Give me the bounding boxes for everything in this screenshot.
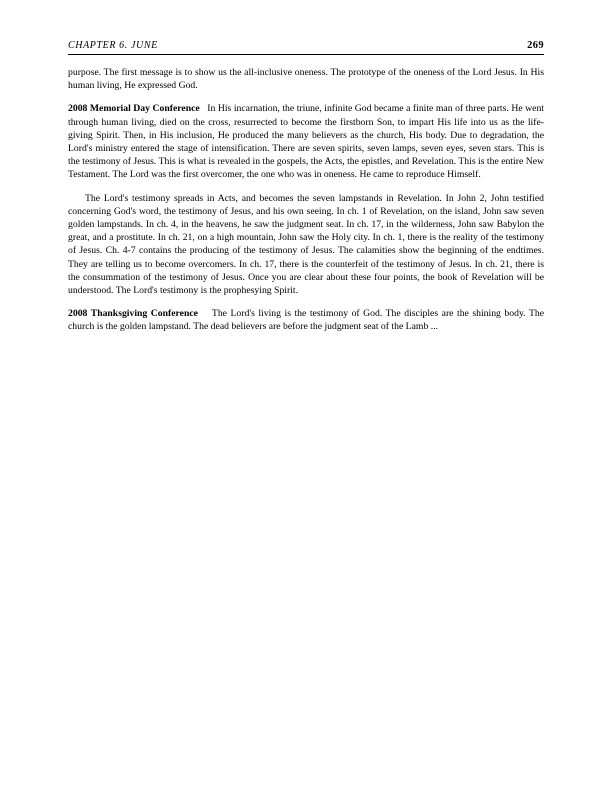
- page-content: [68, 40, 544, 334]
- paragraph-runin-heading: 2008 Memorial Day Conference: [68, 103, 200, 115]
- paragraph-spacer: [68, 297, 544, 307]
- running-head: [68, 40, 544, 51]
- paragraph-text: purpose. The first message is to show us the all-inclusive oneness. The prototype of the oneness of the Lord Jesus. In His human living, He expressed God.: [68, 67, 544, 92]
- paragraph-memorial-day: [68, 102, 544, 181]
- paragraph-continued: [68, 66, 544, 92]
- paragraph-thanksgiving: [68, 307, 544, 333]
- paragraph-runin-heading: 2008 Thanksgiving Conference: [68, 308, 198, 320]
- header-rule: [68, 54, 544, 55]
- paragraph-text: The Lord's testimony spreads in Acts, and becomes the seven lampstands in Revelation. In John 2, John testified concerning God's word, the testimony of Jesus, and his own seeing. In ch. 1 of Revelation, on the island, John saw seven golden lampstands. In ch. 4, in the heavens, he saw the judgment seat. In ch. 17, in the wilderness, John saw Babylon the great, and a prostitute. In ch. 21, on a high mountain, John saw the Holy city. In ch. 1, there is the reality of the testimony of Jesus. Ch. 4-7 contains the producing of the testimony of Jesus. The calamities show the beginning of the endtimes. They are telling us to become overcomers. In ch. 17, there is the counterfeit of the testimony of Jesus. In ch. 21, there is the consummation of the testimony of Jesus. Once you are clear about these four points, the book of Revelation will be understood. The Lord's testimony is the prophesying Spirit.: [68, 192, 544, 297]
- paragraph-text: The Lord's living is the testimony of God. The disciples are the shining body. The church is the golden lampstand. The dead believers are before the judgment seat of the Lamb ...: [68, 308, 545, 333]
- page-number: 269: [527, 40, 544, 51]
- paragraph-text: In His incarnation, the triune, infinite God became a finite man of three parts. He went through human living, died on the cross, resurrected to become the firstborn Son, to impart His life into us as the life-giving Spirit. Then, in His inclusion, He produced the many believers as the church, His body. Due to degradation, the Lord's ministry entered the stage of intensification. There are seven spirits, seven lamps, seven eyes, seven stars. This is the testimony of Jesus. This is what is revealed in the gospels, the Acts, the epistles, and Revelation. This is the entire New Testament. The Lord was the first overcomer, the one who was in oneness. He came to reproduce Himself.: [68, 103, 544, 181]
- paragraph-testimony-spreads: [68, 192, 544, 298]
- chapter-title: CHAPTER 6. JUNE: [68, 40, 158, 51]
- paragraph-spacer: [68, 182, 544, 192]
